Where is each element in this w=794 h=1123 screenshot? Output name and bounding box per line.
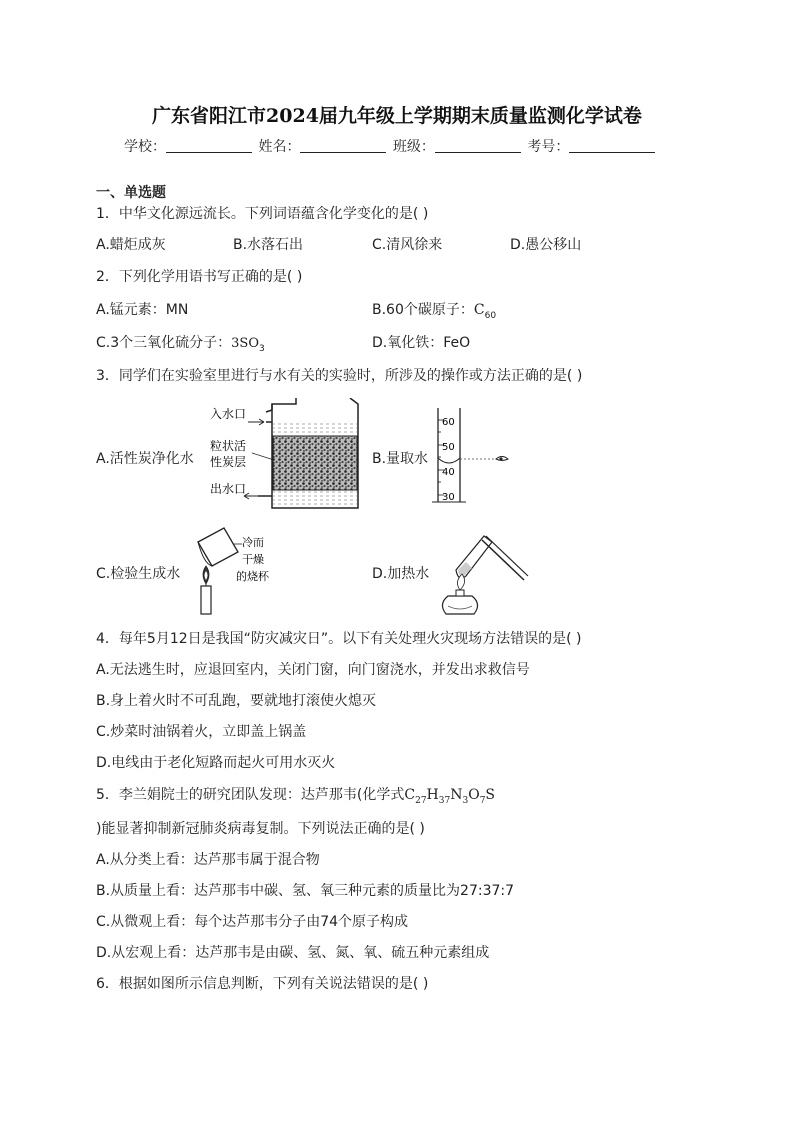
q3-option-b[interactable]: B.量取水 [372, 451, 429, 467]
beaker-label-line3: 的烧杯 [236, 570, 269, 583]
q5-stem-line2: )能显著抑制新冠肺炎病毒复制。下列说法正确的是( ) [96, 821, 425, 837]
inlet-label: 入水口 [210, 407, 247, 421]
q1-option-d[interactable]: D.愚公移山 [510, 237, 582, 253]
beaker-flame-diagram [190, 522, 290, 616]
q2-option-c-formula: 3SO [231, 336, 259, 351]
q5-formula-s: S [485, 787, 496, 803]
q4-option-c[interactable]: C.炒菜时油锅着火，立即盖上锅盖 [96, 724, 307, 740]
q2-option-b-subscript: 60 [484, 310, 497, 321]
q4-option-a[interactable]: A.无法逃生时，应退回室内，关闭门窗，向门窗浇水，并发出求救信号 [96, 662, 530, 678]
carbon-label-line2: 性炭层 [210, 455, 247, 469]
q3-option-d[interactable]: D.加热水 [372, 566, 430, 582]
tick-50: 50 [442, 442, 455, 453]
name-label: 姓名： [258, 139, 301, 155]
q6-stem: 6．根据如图所示信息判断，下列有关说法错误的是( ) [96, 976, 429, 992]
q5-formula-c: C [404, 787, 416, 803]
q5-stem-text: 5．李兰娟院士的研究团队发现：达芦那韦(化学式 [96, 787, 405, 803]
school-blank[interactable] [166, 138, 252, 153]
q3-option-a[interactable]: A.活性炭净化水 [96, 451, 194, 467]
q2-option-a[interactable]: A.锰元素：MN [96, 302, 189, 318]
q2-option-b-text: B.60个碳原子： [372, 302, 474, 318]
q5-option-a[interactable]: A.从分类上看：达芦那韦属于混合物 [96, 852, 320, 868]
carbon-filter-diagram [200, 398, 370, 520]
q5-stem-line1 [96, 786, 495, 804]
q5-formula-h: H [426, 787, 439, 803]
q5-option-c[interactable]: C.从微观上看：每个达芦那韦分子由74个原子构成 [96, 914, 409, 930]
name-blank[interactable] [300, 138, 386, 153]
class-label: 班级： [392, 139, 435, 155]
q5-option-b[interactable]: B.从质量上看：达芦那韦中碳、氢、氧三种元素的质量比为27:37:7 [96, 883, 515, 899]
q5-formula-n: N [450, 787, 463, 803]
q1-stem: 1．中华文化源远流长。下列词语蕴含化学变化的是( ) [96, 206, 429, 222]
exam-no-label: 考号： [527, 139, 570, 155]
q4-stem: 4．每年5月12日是我国“防灾减灾日”。以下有关处理火灾现场方法错误的是( ) [96, 631, 582, 647]
page-title: 广东省阳江市2024届九年级上学期期末质量监测化学试卷 [152, 105, 642, 127]
tick-40: 40 [442, 467, 455, 478]
q4-option-d[interactable]: D.电线由于老化短路而起火可用水灭火 [96, 755, 336, 771]
q2-option-c[interactable] [96, 334, 265, 353]
q2-option-c-text: C.3个三氧化硫分子： [96, 335, 232, 351]
tick-60: 60 [442, 417, 455, 428]
beaker-label-line2: 干燥 [242, 553, 264, 566]
school-label: 学校： [124, 139, 166, 155]
exam-no-blank[interactable] [569, 138, 655, 153]
q5-formula-o: O [468, 787, 480, 803]
q2-option-c-subscript: 3 [258, 343, 265, 354]
q5-formula-o-sub: 7 [479, 795, 486, 806]
q3-option-c[interactable]: C.检验生成水 [96, 566, 181, 582]
q3-stem: 3．同学们在实验室里进行与水有关的实验时，所涉及的操作或方法正确的是( ) [96, 368, 583, 384]
q2-option-d[interactable]: D.氧化铁：FeO [372, 335, 471, 351]
tick-30: 30 [442, 492, 455, 503]
q2-stem: 2．下列化学用语书写正确的是( ) [96, 269, 303, 285]
carbon-label-line1: 粒状活 [210, 439, 247, 453]
q5-formula [404, 787, 496, 806]
beaker-label-line1: 冷而 [242, 536, 264, 549]
q1-option-c[interactable]: C.清风徐来 [372, 237, 443, 253]
q2-option-b-formula: C [473, 302, 485, 318]
test-tube-heating-diagram [434, 526, 534, 618]
outlet-label: 出水口 [210, 482, 247, 496]
q1-option-a[interactable]: A.蜡炬成灰 [96, 237, 166, 253]
q2-option-b[interactable] [372, 301, 496, 319]
q4-option-b[interactable]: B.身上着火时不可乱跑，要就地打滚使火熄灭 [96, 693, 377, 709]
q5-formula-h-sub: 37 [438, 795, 451, 806]
q5-formula-n-sub: 3 [462, 795, 469, 806]
graduated-cylinder-diagram [420, 406, 520, 504]
q5-formula-c-sub: 27 [415, 795, 427, 806]
q1-option-b[interactable]: B.水落石出 [233, 237, 304, 253]
q5-option-d[interactable]: D.从宏观上看：达芦那韦是由碳、氢、氮、氧、硫五种元素组成 [96, 945, 490, 961]
student-info-line [124, 136, 657, 156]
section-heading: 一、单选题 [96, 185, 166, 201]
class-blank[interactable] [435, 138, 521, 153]
